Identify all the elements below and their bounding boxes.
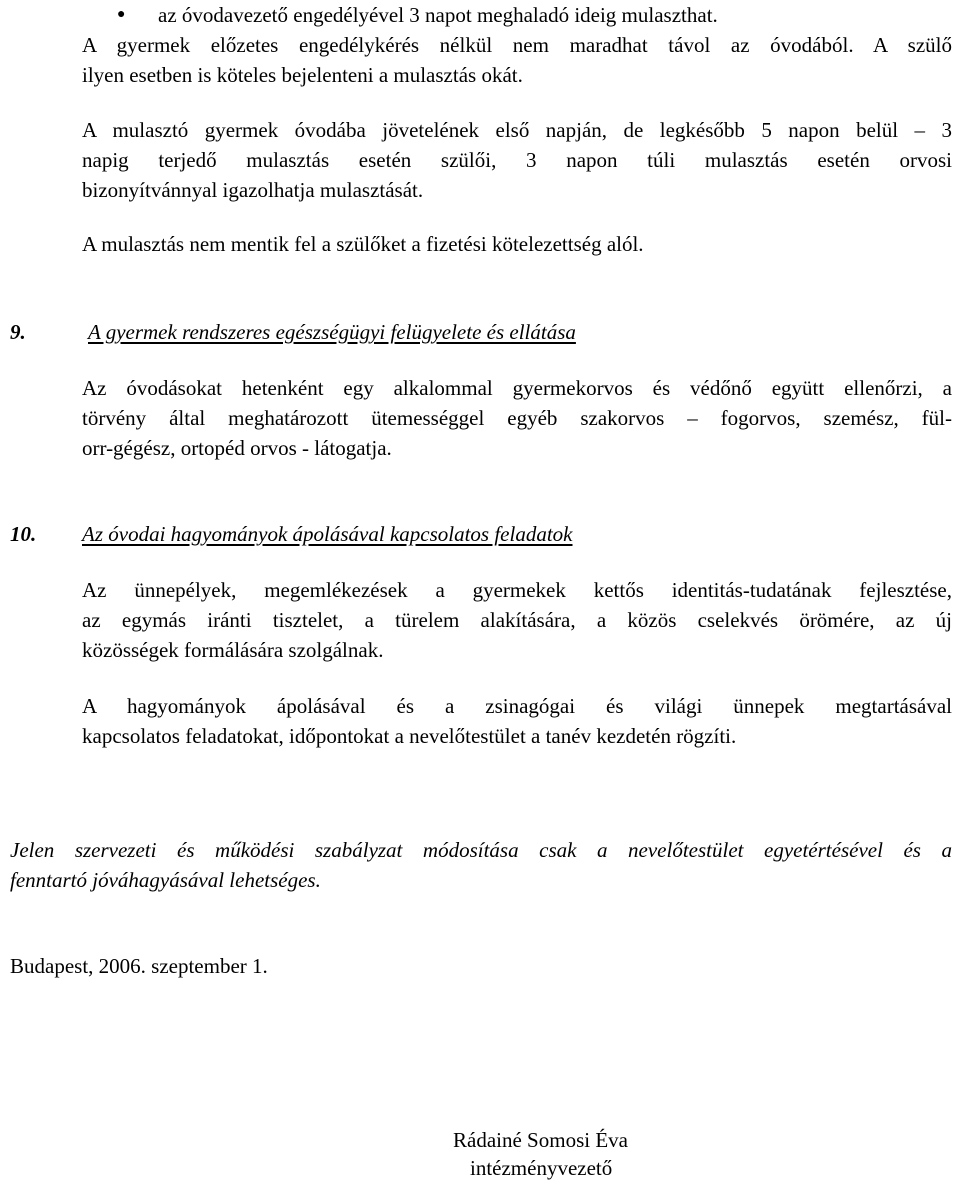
closing-note-line-2: fenntartó jóváhagyásával lehetséges.	[10, 868, 321, 892]
absence-certificate-line-3: bizonyítvánnyal igazolhatja mulasztását.	[82, 178, 424, 202]
signature-role: intézményvezető	[470, 1156, 613, 1180]
section-10-title: Az óvodai hagyományok ápolásával kapcsolatos feladatok	[82, 522, 573, 546]
section-9-line-1: Az óvodásokat hetenként egy alkalommal gyermekorvos és védőnő együtt ellenőrzi, a	[82, 376, 952, 400]
bullet-icon: ●	[117, 7, 126, 22]
closing-note-line-1: Jelen szervezeti és működési szabályzat módosítása csak a nevelőtestület egyetértésével és a	[10, 838, 952, 862]
section-10-para-2-line-1: A hagyományok ápolásával és a zsinagógai és világi ünnepek megtartásával	[82, 694, 952, 718]
absence-notice-line-2: ilyen esetben is köteles bejelenteni a mulasztás okát.	[82, 63, 523, 87]
section-10-para-1-line-3: közösségek formálására szolgálnak.	[82, 638, 384, 662]
section-9-line-3: orr-gégész, ortopéd orvos - látogatja.	[82, 436, 392, 460]
section-9-line-2: törvény által meghatározott ütemességgel egyéb szakorvos – fogorvos, szemész, fül-	[82, 406, 952, 430]
section-10-para-1-line-2: az egymás iránti tisztelet, a türelem alakítására, a közös cselekvés örömére, az új	[82, 608, 952, 632]
section-9-number: 9.	[10, 320, 26, 344]
section-9-title: A gyermek rendszeres egészségügyi felügyelete és ellátása	[88, 320, 576, 344]
absence-certificate-line-1: A mulasztó gyermek óvodába jövetelének első napján, de legkésőbb 5 napon belül – 3	[82, 118, 952, 142]
signature-name: Rádainé Somosi Éva	[453, 1128, 628, 1152]
absence-notice-line-1: A gyermek előzetes engedélykérés nélkül nem maradhat távol az óvodából. A szülő	[82, 33, 952, 57]
bullet-text: az óvodavezető engedélyével 3 napot meghaladó ideig mulaszthat.	[158, 3, 718, 27]
section-10-number: 10.	[10, 522, 37, 546]
payment-note: A mulasztás nem mentik fel a szülőket a fizetési kötelezettség alól.	[82, 232, 644, 256]
section-10-para-2-line-2: kapcsolatos feladatokat, időpontokat a nevelőtestület a tanév kezdetén rögzíti.	[82, 724, 737, 748]
place-date: Budapest, 2006. szeptember 1.	[10, 954, 268, 978]
absence-certificate-line-2: napig terjedő mulasztás esetén szülői, 3 napon túli mulasztás esetén orvosi	[82, 148, 952, 172]
section-10-para-1-line-1: Az ünnepélyek, megemlékezések a gyermekek kettős identitás-tudatának fejlesztése,	[82, 578, 952, 602]
